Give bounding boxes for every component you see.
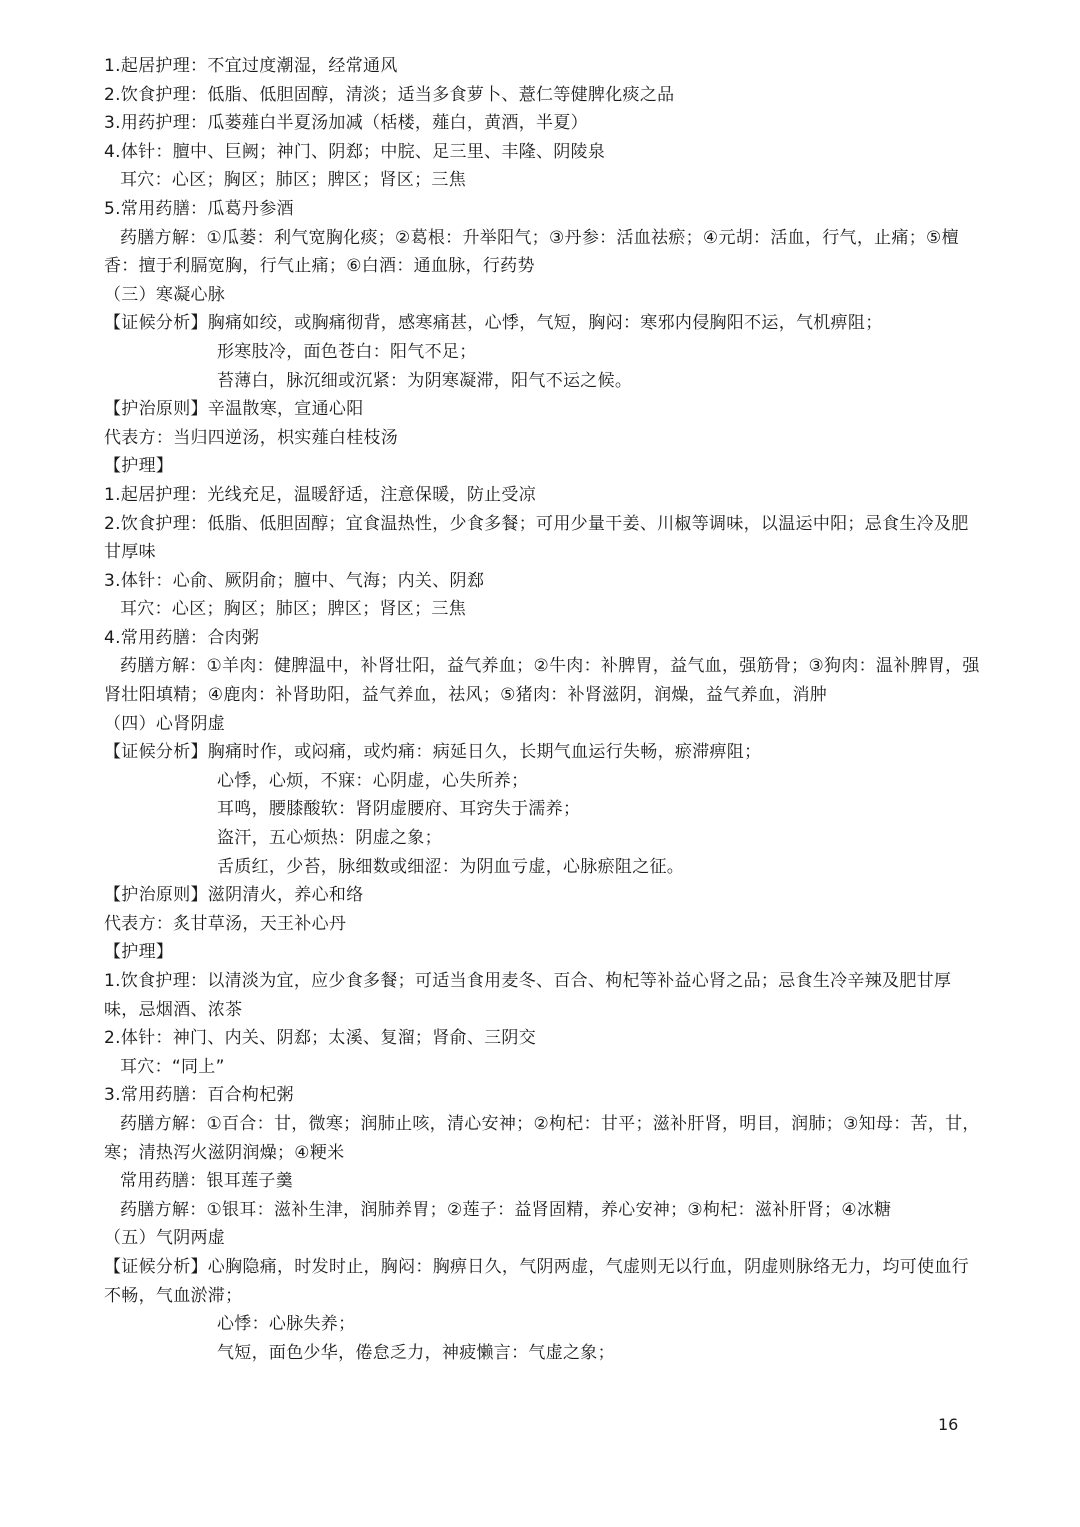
text-line: 药膳方解：①羊肉：健脾温中，补肾壮阳，益气养血；②牛肉：补脾胃，益气血，强筋骨；③狗肉：温补脾胃，强肾壮阳填精；④鹿肉：补肾助阳，益气养血，祛风；⑤猪肉：补肾滋阴，润燥，益气养血，消肿	[104, 656, 980, 706]
text-line: 耳穴：心区；胸区；肺区；脾区；肾区；三焦	[120, 170, 466, 191]
text-line: 2.饮食护理：低脂、低胆固醇，清淡；适当多食萝卜、薏仁等健脾化痰之品	[104, 84, 675, 105]
text-line: 5.常用药膳：瓜葛丹参酒	[104, 198, 294, 219]
text-line: 盗汗，五心烦热：阴虚之象；	[217, 828, 442, 849]
text-line: 心悸，心烦，不寐：心阴虚，心失所养；	[217, 770, 529, 791]
text-line: 气短，面色少华，倦怠乏力，神疲懒言：气虚之象；	[217, 1342, 615, 1363]
text-line: 4.体针：膻中、巨阙；神门、阴郄；中脘、足三里、丰隆、阴陵泉	[104, 141, 606, 162]
text-line: 代表方：炙甘草汤，天王补心丹	[104, 913, 347, 934]
text-line: 2.体针：神门、内关、阴郄；太溪、复溜；肾俞、三阴交	[104, 1028, 537, 1049]
text-line: 耳鸣，腰膝酸软：肾阴虚腰府、耳窍失于濡养；	[217, 799, 581, 820]
text-line: 4.常用药膳：合肉粥	[104, 627, 260, 648]
text-line: （三）寒凝心脉	[104, 284, 226, 305]
page-number: 16	[938, 1415, 959, 1434]
text-line: 舌质红，少苔，脉细数或细涩：为阴血亏虚，心脉瘀阻之征。	[217, 856, 685, 877]
text-line: 【证候分析】心胸隐痛，时发时止，胸闷：胸痹日久，气阴两虚，气虚则无以行血，阴虚则脉络无力，均可使血行不畅，气血淤滞；	[104, 1256, 969, 1306]
text-line: 耳穴：“同上”	[120, 1056, 225, 1077]
text-line: （五）气阴两虚	[104, 1228, 226, 1249]
text-line: 【证候分析】胸痛时作，或闷痛，或灼痛：病延日久，长期气血运行失畅，瘀滞痹阻；	[104, 742, 762, 763]
text-line: 苔薄白，脉沉细或沉紧：为阴寒凝滞，阳气不运之候。	[217, 370, 633, 391]
text-line: 心悸：心脉失养；	[217, 1314, 356, 1335]
text-line: 1.起居护理：光线充足，温暖舒适，注意保暖，防止受凉	[104, 484, 537, 505]
text-line: 【证候分析】胸痛如绞，或胸痛彻背，感寒痛甚，心悸，气短，胸闷：寒邪内侵胸阳不运，气机痹阻；	[104, 313, 883, 334]
text-line: 药膳方解：①瓜蒌：利气宽胸化痰；②葛根：升举阳气；③丹参：活血祛瘀；④元胡：活血，行气，止痛；⑤檀香：擅于利膈宽胸，行气止痛；⑥白酒：通血脉，行药势	[104, 227, 959, 277]
text-line: 常用药膳：银耳莲子羹	[120, 1171, 293, 1192]
text-line: 耳穴：心区；胸区；肺区；脾区；肾区；三焦	[120, 599, 466, 620]
text-line: （四）心肾阴虚	[104, 713, 226, 734]
text-line: 1.饮食护理：以清淡为宜，应少食多餐；可适当食用麦冬、百合、枸杞等补益心肾之品；忌食生冷辛辣及肥甘厚味，忌烟酒、浓茶	[104, 971, 952, 1020]
text-line: 药膳方解：①百合：甘，微寒；润肺止咳，清心安神；②枸杞：甘平；滋补肝肾，明目，润肺；③知母：苦，甘，寒；清热泻火滋阴润燥；④粳米	[104, 1113, 980, 1163]
text-line: 药膳方解：①银耳：滋补生津，润肺养胃；②莲子：益肾固精，养心安神；③枸杞：滋补肝肾；④冰糖	[120, 1199, 892, 1220]
text-line: 【护理】	[104, 942, 174, 963]
text-line: 3.体针：心俞、厥阴俞；膻中、气海；内关、阴郄	[104, 570, 485, 591]
document-body	[104, 52, 984, 1367]
text-line: 【护治原则】辛温散寒，宣通心阳	[104, 399, 364, 420]
text-line: 形寒肢冷，面色苍白：阳气不足；	[217, 341, 477, 362]
text-line: 【护治原则】滋阴清火，养心和络	[104, 885, 364, 906]
text-line: 【护理】	[104, 456, 174, 477]
text-line: 3.常用药膳：百合枸杞粥	[104, 1085, 294, 1106]
text-line: 3.用药护理：瓜蒌薤白半夏汤加减（栝楼，薤白，黄酒，半夏）	[104, 113, 588, 134]
text-line: 2.饮食护理：低脂、低胆固醇；宜食温热性，少食多餐；可用少量干姜、川椒等调味，以温运中阳；忌食生冷及肥甘厚味	[104, 513, 969, 563]
text-line: 代表方：当归四逆汤，枳实薤白桂枝汤	[104, 427, 399, 448]
text-line: 1.起居护理：不宜过度潮湿，经常通风	[104, 56, 398, 76]
